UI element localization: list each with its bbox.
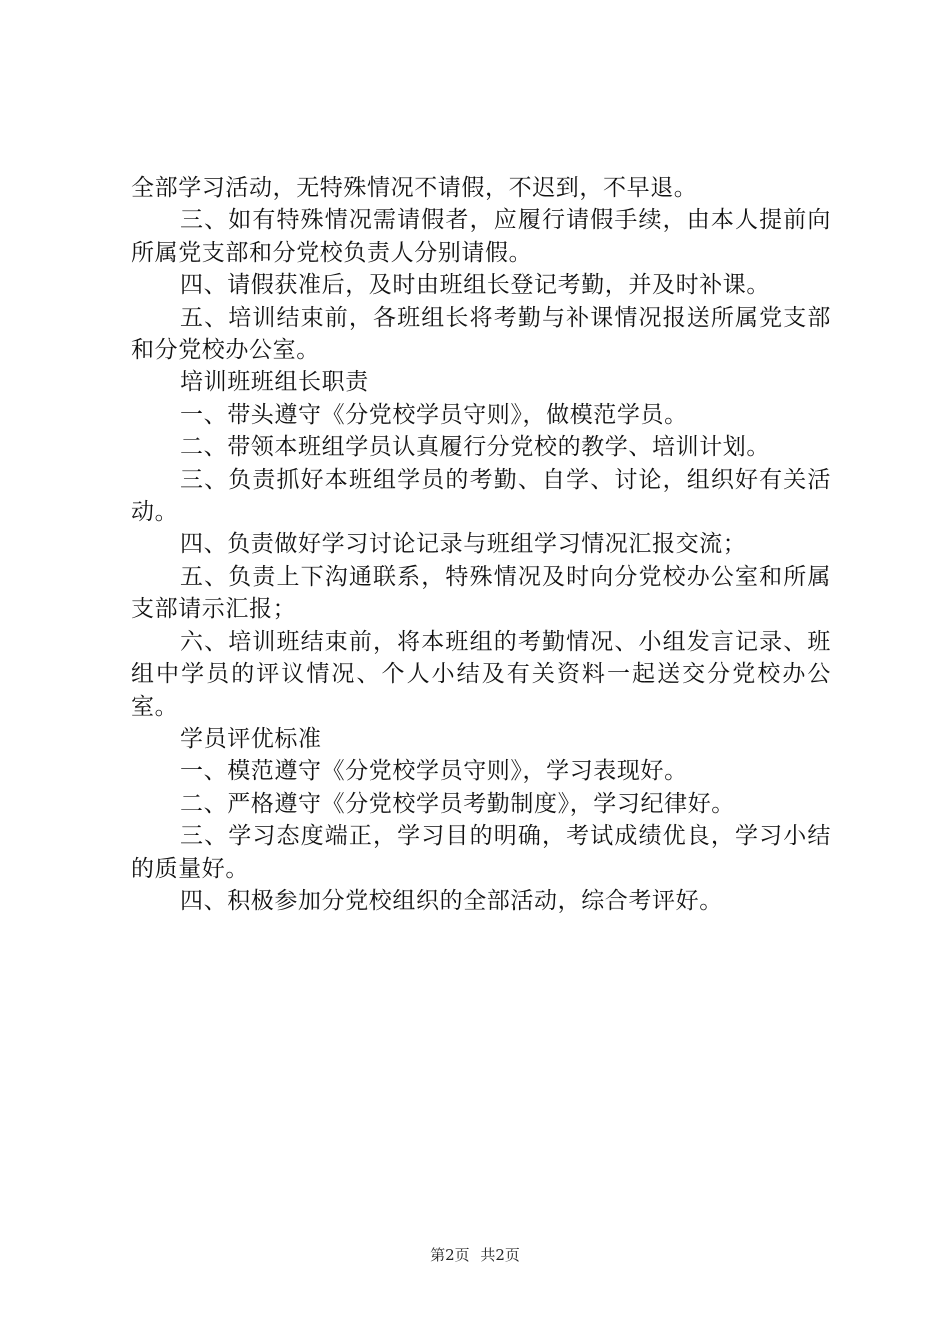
paragraph: 六、培训班结束前，将本班组的考勤情况、小组发言记录、班组中学员的评议情况、个人小结及有关资料一起送交分党校办公室。: [131, 628, 831, 720]
paragraph: 五、培训结束前，各班组长将考勤与补课情况报送所属党支部和分党校办公室。: [131, 304, 831, 364]
page-number: 第2页: [430, 1246, 470, 1264]
page-footer: [0, 1245, 950, 1265]
paragraph: 二、严格遵守《分党校学员考勤制度》，学习纪律好。: [180, 790, 735, 817]
paragraph: 全部学习活动，无特殊情况不请假，不迟到，不早退。: [131, 175, 698, 201]
paragraph: 四、积极参加分党校组织的全部活动，综合考评好。: [180, 887, 723, 914]
paragraph: 二、带领本班组学员认真履行分党校的教学、培训计划。: [180, 434, 770, 461]
paragraph: 五、负责上下沟通联系，特殊情况及时向分党校办公室和所属支部请示汇报；: [131, 563, 831, 623]
section-heading: 培训班班组长职责: [180, 369, 369, 396]
paragraph: 四、请假获准后，及时由班组长登记考勤，并及时补课。: [180, 272, 770, 299]
paragraph: 三、负责抓好本班组学员的考勤、自学、讨论，组织好有关活动。: [131, 466, 831, 526]
paragraph: 三、如有特殊情况需请假者，应履行请假手续，由本人提前向所属党支部和分党校负责人分别请假。: [131, 207, 831, 266]
paragraph: 三、学习态度端正，学习目的明确，考试成绩优良，学习小结的质量好。: [131, 823, 831, 882]
paragraph: 四、负责做好学习讨论记录与班组学习情况汇报交流；: [180, 531, 747, 558]
document-body: [131, 172, 831, 917]
page-total: 共2页: [480, 1246, 520, 1264]
paragraph: 一、带头遵守《分党校学员守则》，做模范学员。: [180, 401, 688, 428]
section-heading: 学员评优标准: [180, 725, 322, 752]
paragraph: 一、模范遵守《分党校学员守则》，学习表现好。: [180, 758, 688, 785]
